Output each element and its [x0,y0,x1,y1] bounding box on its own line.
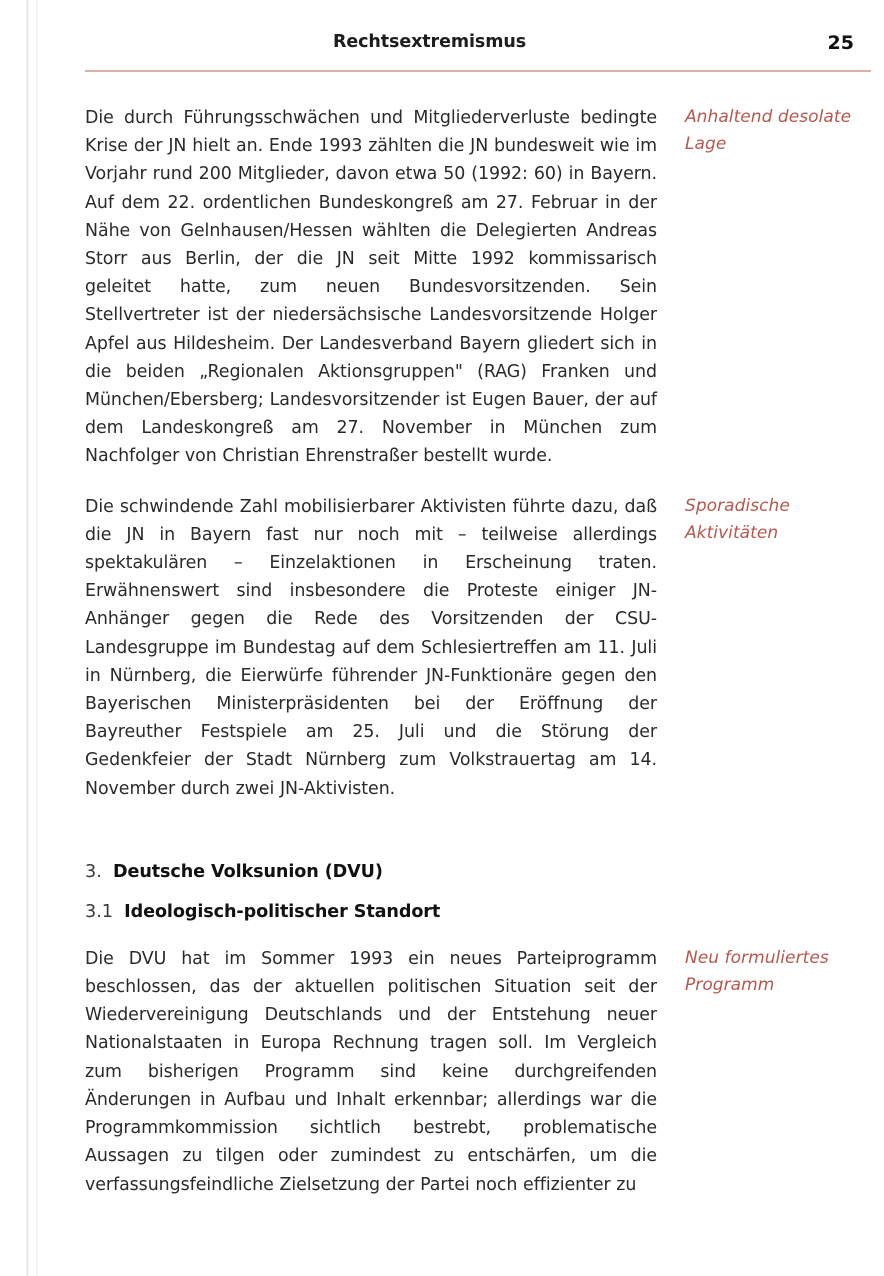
margin-note: Neu formuliertes Programm [685,947,829,995]
text-block [85,945,871,1199]
section-heading-block [85,859,871,885]
scan-edge-artifact-secondary [36,0,38,1276]
margin-note: Anhaltend desolate Lage [685,107,852,154]
section-heading [85,859,657,885]
header-rule [85,70,871,72]
body-paragraph: Die DVU hat im Sommer 1993 ein neues Parteiprogramm beschlossen, das der aktuellen politischen Situation seit der Wiedervereinigung Deutschlands und der Entstehung neuer Nationalstaaten in Europa Rechnung tragen soll. Im Vergleich zum bisherigen Programm sind keine durchgreifenden Änderungen in Aufbau und Inhalt erkennbar; allerdings war die Programmkommission sichtlich bestrebt, problematische Aussagen zu tilgen oder zumindest zu entschärfen, um die verfassungsfeindliche Zielsetzung der Partei noch effizienter zu [85,948,657,1195]
running-header [85,32,870,66]
text-block [85,493,871,803]
subsection-heading-block [85,899,871,925]
scan-edge-artifact [26,0,29,1276]
body-paragraph: Die durch Führungsschwächen und Mitgliederverluste bedingte Krise der JN hielt an. Ende 1993 zählten die JN bundesweit wie im Vorjahr rund 200 Mitglieder, davon etwa 50 (1992: 60) in Bayern. Auf dem 22. ordentlichen Bundeskongreß am 27. Februar in der Nähe von Gelnhausen/Hessen wählten die Delegierten Andreas Storr aus Berlin, der die JN seit Mitte 1992 kommissarisch geleitet hatte, zum neuen Bundesvorsitzenden. Sein Stellvertreter ist der niedersächsische Landesvorsitzende Holger Apfel aus Hildesheim. Der Landesverband Bayern gliedert sich in die beiden „Regionalen Aktionsgruppen" (RAG) Franken und München/Ebersberg; Landesvorsitzender ist Eugen Bauer, der auf dem Landeskongreß am 27. November in München zum Nachfolger von Christian Ehrenstraßer bestellt wurde. [85,108,657,467]
section-title: Deutsche Volksunion (DVU) [112,861,383,882]
subsection-title: Ideologisch-politischer Standort [124,901,441,922]
body-paragraph: Die schwindende Zahl mobilisierbarer Aktivisten führte dazu, daß die JN in Bayern fast nur noch mit – teilweise allerdings spektakulären – Einzelaktionen in Erscheinung traten. Erwähnenswert sind insbesondere die Proteste einiger JN-Anhänger gegen die Rede des Vorsitzenden der CSU-Landesgruppe im Bundestag auf dem Schlesiertreffen am 11. Juli in Nürnberg, die Eierwürfe führender JN-Funktionäre gegen den Bayerischen Ministerpräsidenten bei der Eröffnung der Bayreuther Festspiele am 25. Juli und die Störung der Gedenkfeier der Stadt Nürnberg zum Volkstrauertag am 14. November durch zwei JN-Aktivisten. [85,496,657,799]
section-number: 3. [85,861,102,882]
header-title: Rechtsextremismus [332,32,527,52]
text-block [85,104,871,471]
subsection-heading [85,899,657,925]
page-number: 25 [827,32,854,54]
subsection-number: 3.1 [85,901,113,922]
page-content [85,104,871,1199]
margin-note: Sporadische Aktivitäten [685,495,790,543]
